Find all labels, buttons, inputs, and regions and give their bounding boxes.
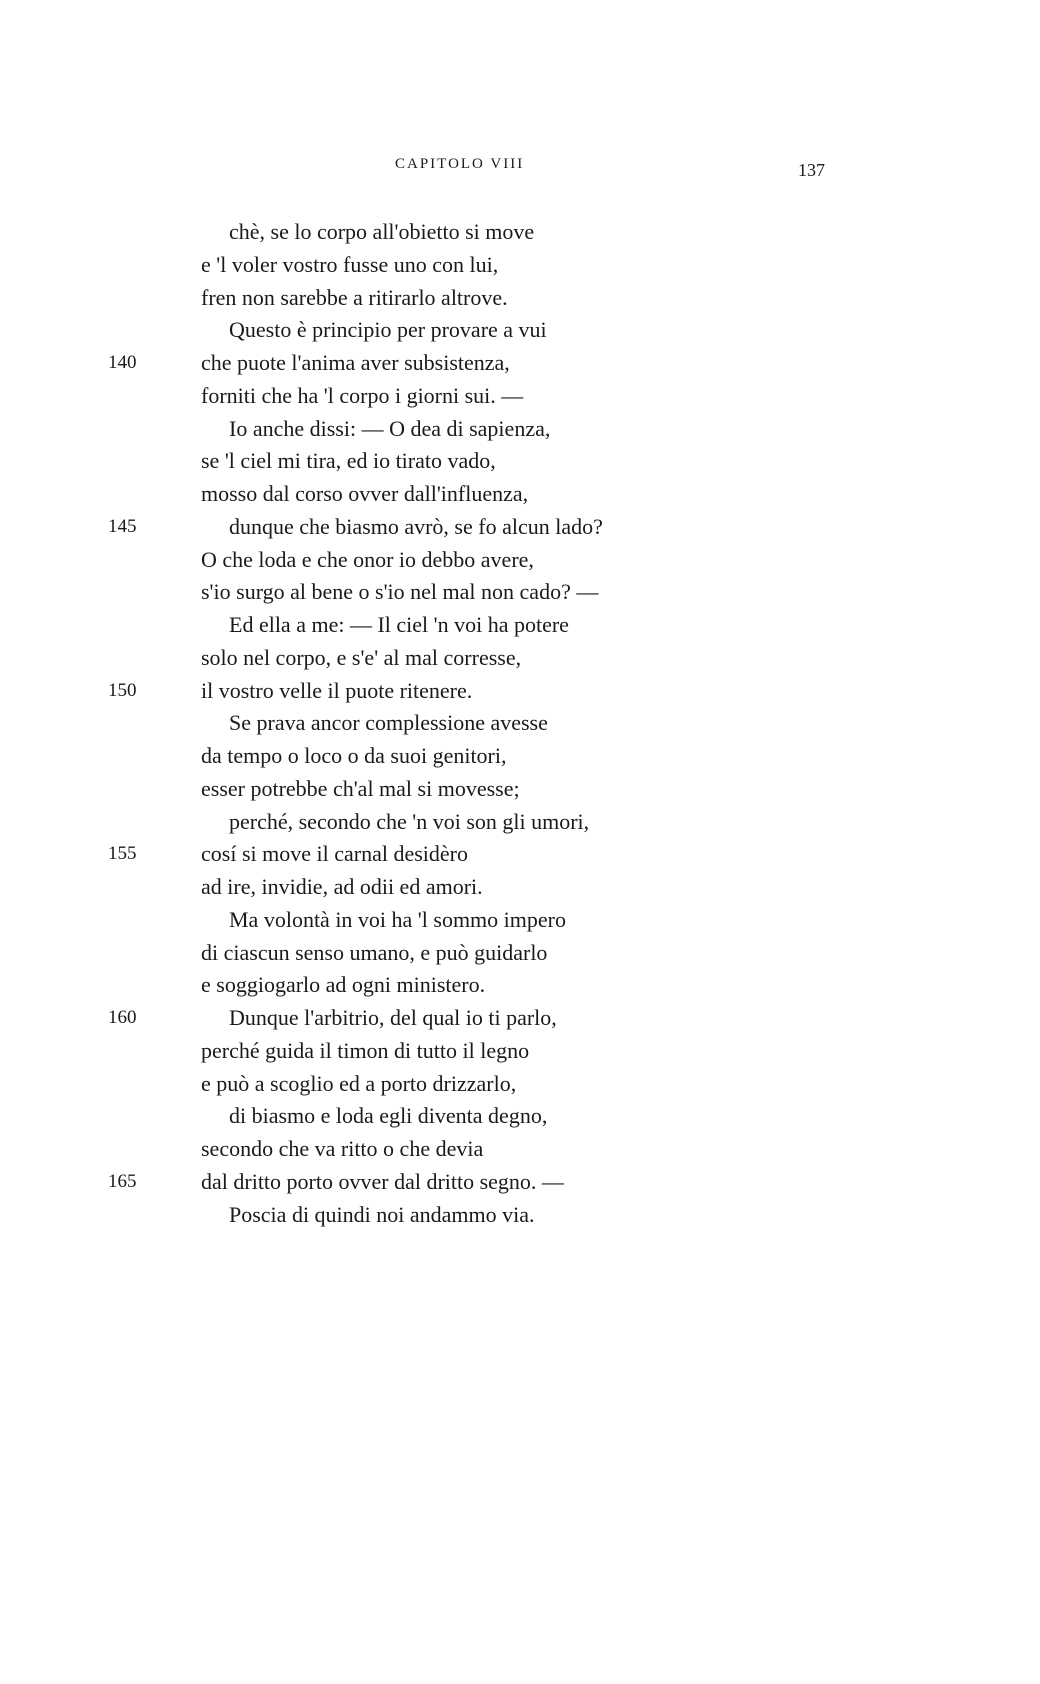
verse-text: e può a scoglio ed a porto drizzarlo,: [201, 1070, 517, 1096]
verse-text: solo nel corpo, e s'e' al mal corresse,: [201, 644, 522, 670]
verse-text: O che loda e che onor io debbo avere,: [201, 546, 534, 572]
verse-line: [0, 1100, 1040, 1133]
line-number: 150: [108, 679, 137, 701]
verse-line: [0, 544, 1040, 577]
verse-text: Dunque l'arbitrio, del qual io ti parlo,: [229, 1005, 557, 1030]
verse-line: [0, 904, 1040, 937]
verse-text: Se prava ancor complessione avesse: [229, 710, 548, 736]
verse-line: [0, 969, 1040, 1002]
verse-text: Io anche dissi: — O dea di sapienza,: [229, 415, 551, 441]
verse-line: [0, 1035, 1040, 1068]
verse-text: da tempo o loco o da suoi genitori,: [201, 743, 507, 768]
verse-text: il vostro velle il puote ritenere.: [201, 677, 473, 703]
verse-line: [0, 773, 1040, 806]
verse-line: [0, 1068, 1040, 1101]
line-number: 140: [108, 352, 137, 373]
verse-text: Questo è principio per provare a vui: [229, 317, 547, 343]
verse-text: perché, secondo che 'n voi son gli umori,: [229, 808, 590, 834]
verse-line: [0, 249, 1040, 282]
verse-text: Poscia di quindi noi andammo via.: [229, 1201, 535, 1227]
verse-text: e soggiogarlo ad ogni ministero.: [201, 972, 486, 998]
verse-line: [0, 740, 1040, 773]
verse-line: [0, 642, 1040, 675]
verse-text: Ma volontà in voi ha 'l sommo impero: [229, 906, 566, 932]
verse-text: secondo che va ritto o che devia: [201, 1136, 484, 1161]
verse-text: di biasmo e loda egli diventa degno,: [229, 1103, 548, 1129]
verse-text: chè, se lo corpo all'obietto si move: [229, 219, 535, 244]
verse-text: Ed ella a me: — Il ciel 'n voi ha potere: [229, 612, 569, 637]
verse-line: [0, 937, 1040, 970]
line-number: 165: [108, 1170, 137, 1192]
line-number: 160: [108, 1007, 137, 1028]
verse-line: [0, 707, 1040, 740]
verse-line: [0, 314, 1040, 347]
verse-block: [0, 216, 1040, 1231]
verse-text: esser potrebbe ch'al mal si movesse;: [201, 775, 520, 801]
verse-line: [0, 282, 1040, 315]
verse-line: [0, 413, 1040, 446]
verse-text: che puote l'anima aver subsistenza,: [201, 350, 510, 375]
verse-text: di ciascun senso umano, e può guidarlo: [201, 939, 548, 965]
verse-line: [0, 1166, 1040, 1199]
verse-line: [0, 347, 1040, 380]
verse-line: [0, 1133, 1040, 1166]
verse-text: mosso dal corso ovver dall'influenza,: [201, 481, 529, 506]
page-number: 137: [798, 160, 825, 180]
line-number: 145: [108, 515, 137, 537]
verse-line: [0, 838, 1040, 871]
verse-line: [0, 609, 1040, 642]
line-number: 155: [108, 843, 137, 865]
verse-text: forniti che ha 'l corpo i giorni sui. —: [201, 382, 524, 408]
verse-line: [0, 478, 1040, 511]
verse-text: fren non sarebbe a ritirarlo altrove.: [201, 284, 508, 310]
verse-line: [0, 871, 1040, 904]
verse-text: dunque che biasmo avrò, se fo alcun lado?: [229, 513, 603, 539]
verse-text: perché guida il timon di tutto il legno: [201, 1037, 530, 1063]
verse-text: e 'l voler vostro fusse uno con lui,: [201, 251, 499, 277]
verse-text: ad ire, invidie, ad odii ed amori.: [201, 874, 483, 899]
verse-text: cosí si move il carnal desidèro: [201, 841, 468, 867]
verse-line: [0, 445, 1040, 478]
verse-text: s'io surgo al bene o s'io nel mal non cado? —: [201, 579, 599, 605]
verse-text: se 'l ciel mi tira, ed io tirato vado,: [201, 448, 496, 474]
verse-line: [0, 1002, 1040, 1035]
running-title: CAPITOLO VIII: [395, 156, 525, 172]
verse-text: dal dritto porto ovver dal dritto segno. —: [201, 1168, 564, 1194]
verse-line: [0, 675, 1040, 708]
verse-line: [0, 511, 1040, 544]
verse-line: [0, 380, 1040, 413]
verse-line: [0, 806, 1040, 839]
verse-line: [0, 576, 1040, 609]
verse-line: [0, 216, 1040, 249]
verse-line: [0, 1199, 1040, 1232]
